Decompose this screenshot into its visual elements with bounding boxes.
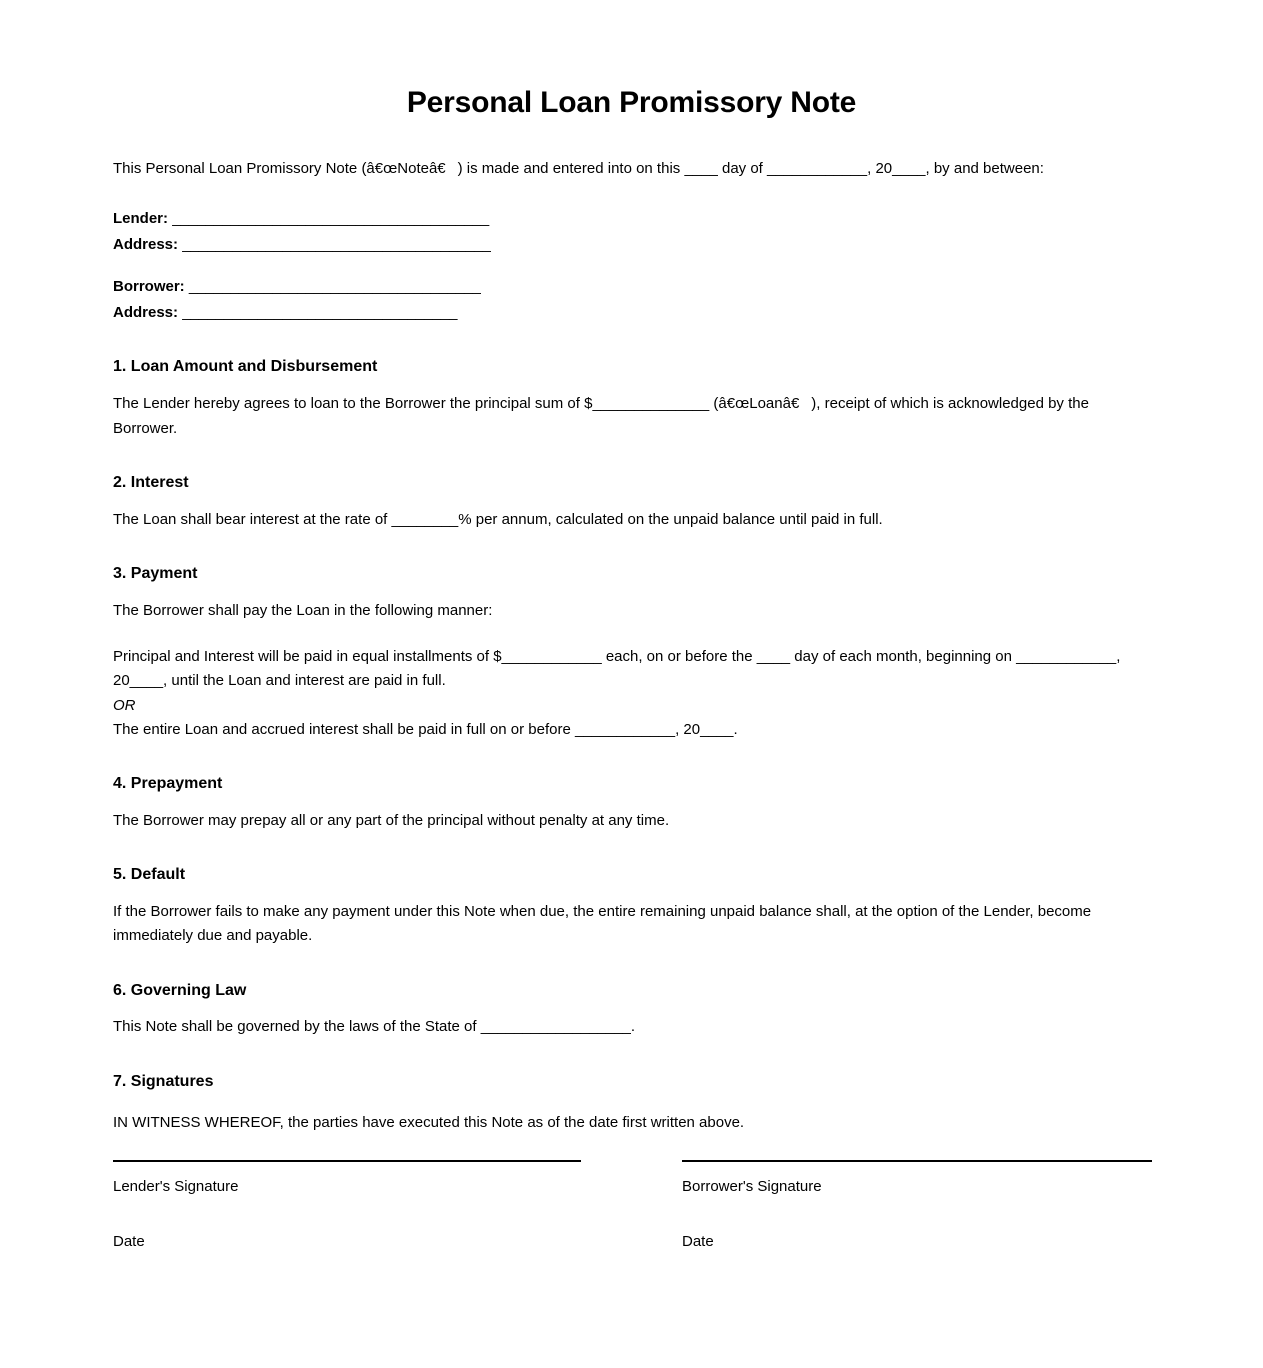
- payment-or-label: OR: [113, 696, 136, 714]
- section-heading-prepayment: 4. Prepayment: [113, 775, 223, 793]
- section-body-governing-law: This Note shall be governed by the laws of the State of __________________.: [113, 1018, 636, 1036]
- lender-row: [113, 206, 1150, 232]
- parties-block: [113, 206, 1150, 325]
- section-body-signatures: IN WITNESS WHEREOF, the parties have executed this Note as of the date first written above.: [113, 1113, 745, 1131]
- lender-date-label: Date: [113, 1233, 145, 1250]
- section-heading-interest: 2. Interest: [113, 473, 189, 491]
- parties-spacer: [113, 258, 1150, 274]
- section-heading-loan-amount: 1. Loan Amount and Disbursement: [113, 358, 378, 376]
- borrower-address-fill-blank[interactable]: _________________________________: [182, 303, 458, 321]
- lender-address-row: [113, 232, 1150, 258]
- section-heading-payment: 3. Payment: [113, 564, 198, 582]
- borrower-row: [113, 274, 1150, 300]
- section-body-prepayment: The Borrower may prepay all or any part of the principal without penalty at any time.: [113, 812, 670, 829]
- lender-address-label: Address:: [113, 236, 179, 254]
- intro-paragraph: This Personal Loan Promissory Note (â€œNoteâ€) is made and entered into on this ____ day of ____________, 20____, by and between:: [113, 160, 1044, 177]
- borrower-address-row: [113, 300, 1150, 326]
- borrower-address-label: Address:: [113, 303, 179, 321]
- borrower-signature-column: [682, 1160, 1152, 1252]
- payment-installment-option: Principal and Interest will be paid in equal installments of $____________ each, on or before the ____ day of each month, beginning on ____________, 20____, until the Loan and interest are paid in full.: [113, 648, 1121, 690]
- borrower-fill-blank[interactable]: ___________________________________: [188, 277, 481, 295]
- section-body-default: If the Borrower fails to make any payment under this Note when due, the entire remaining unpaid balance shall, at the option of the Lender, become immediately due and payable.: [113, 903, 1092, 945]
- lender-address-fill-blank[interactable]: _____________________________________: [182, 236, 491, 254]
- section-heading-governing-law: 6. Governing Law: [113, 981, 247, 999]
- section-heading-default: 5. Default: [113, 866, 186, 884]
- page-title: Personal Loan Promissory Note: [406, 86, 857, 119]
- signature-block: [113, 1160, 1152, 1252]
- section-body-interest: The Loan shall bear interest at the rate of ________% per annum, calculated on the unpaid balance until paid in full.: [113, 510, 883, 528]
- section-body-loan-amount: The Lender hereby agrees to loan to the Borrower the principal sum of $______________ (â€œLoanâ€), receipt of which is acknowledged by the Borrower.: [113, 395, 1089, 437]
- lender-signature-label: Lender's Signature: [113, 1178, 239, 1195]
- borrower-signature-label: Borrower's Signature: [682, 1178, 822, 1195]
- borrower-date-label: Date: [682, 1233, 714, 1250]
- lender-signature-column: [113, 1160, 581, 1252]
- borrower-label: Borrower:: [113, 277, 185, 295]
- lender-fill-blank[interactable]: ______________________________________: [172, 210, 490, 228]
- section-heading-signatures: 7. Signatures: [113, 1072, 214, 1090]
- section-body-payment: The Borrower shall pay the Loan in the following manner:: [113, 601, 493, 619]
- payment-lump-option: The entire Loan and accrued interest shall be paid in full on or before ____________, 20____.: [113, 720, 738, 738]
- lender-label: Lender:: [113, 210, 169, 228]
